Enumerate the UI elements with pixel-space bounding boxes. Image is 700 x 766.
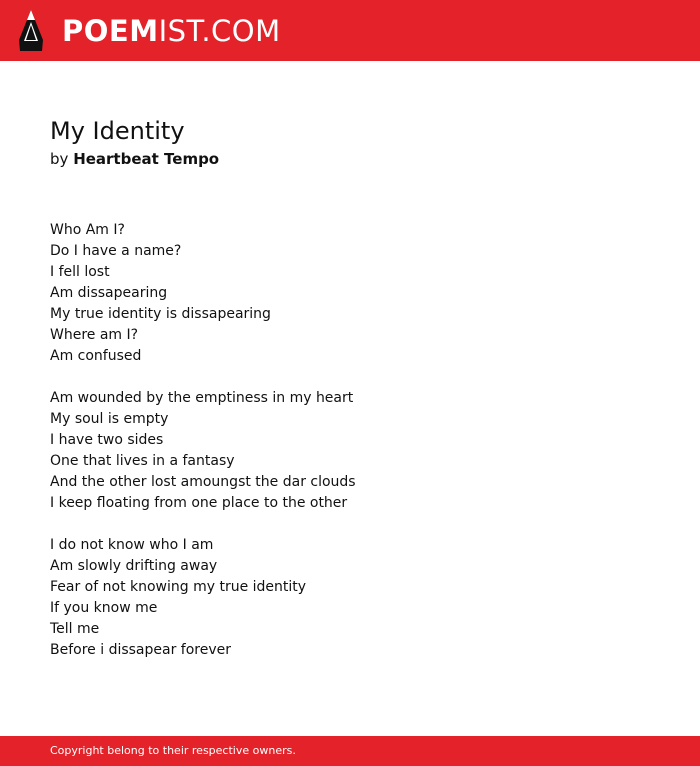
poem-content (50, 114, 650, 682)
poem-line: Am confused (50, 348, 142, 364)
poem-author: Heartbeat Tempo (73, 150, 220, 168)
poem-line: Do I have a name? (50, 243, 182, 259)
poem-byline (50, 148, 650, 170)
poem-line: Before i dissapear forever (50, 642, 232, 658)
pencil-icon (18, 10, 44, 52)
poem-line: Who Am I? (50, 222, 125, 238)
poem-line: My true identity is dissapearing (50, 306, 271, 322)
poem-line: One that lives in a fantasy (50, 453, 235, 469)
header-bar (0, 0, 700, 61)
stanza-1 (50, 220, 650, 367)
logo-text-light: IST.COM (158, 14, 281, 48)
poem-line: Am wounded by the emptiness in my heart (50, 390, 354, 406)
poem-line: I fell lost (50, 264, 110, 280)
site-logo-link[interactable] (18, 10, 281, 52)
stanza-2 (50, 388, 650, 514)
poem-body (50, 220, 650, 661)
site-logo-text (62, 10, 281, 52)
poem-line: Am slowly drifting away (50, 558, 218, 574)
poem-line: And the other lost amoungst the dar clouds (50, 474, 356, 490)
poem-line: My soul is empty (50, 411, 169, 427)
poem-line: Am dissapearing (50, 285, 168, 301)
logo-text-strong: POEM (62, 14, 159, 48)
poem-title: My Identity (50, 117, 185, 145)
poem-line: I do not know who I am (50, 537, 214, 553)
poem-line: I keep floating from one place to the other (50, 495, 348, 511)
poem-line: I have two sides (50, 432, 164, 448)
stanza-3 (50, 535, 650, 661)
byline-prefix: by (50, 150, 69, 168)
poem-line: If you know me (50, 600, 158, 616)
poem-line: Where am I? (50, 327, 139, 343)
footer-copyright: Copyright belong to their respective owners. (50, 744, 296, 757)
poem-line: Tell me (50, 621, 100, 637)
footer-bar (0, 736, 700, 766)
poem-line: Fear of not knowing my true identity (50, 579, 307, 595)
